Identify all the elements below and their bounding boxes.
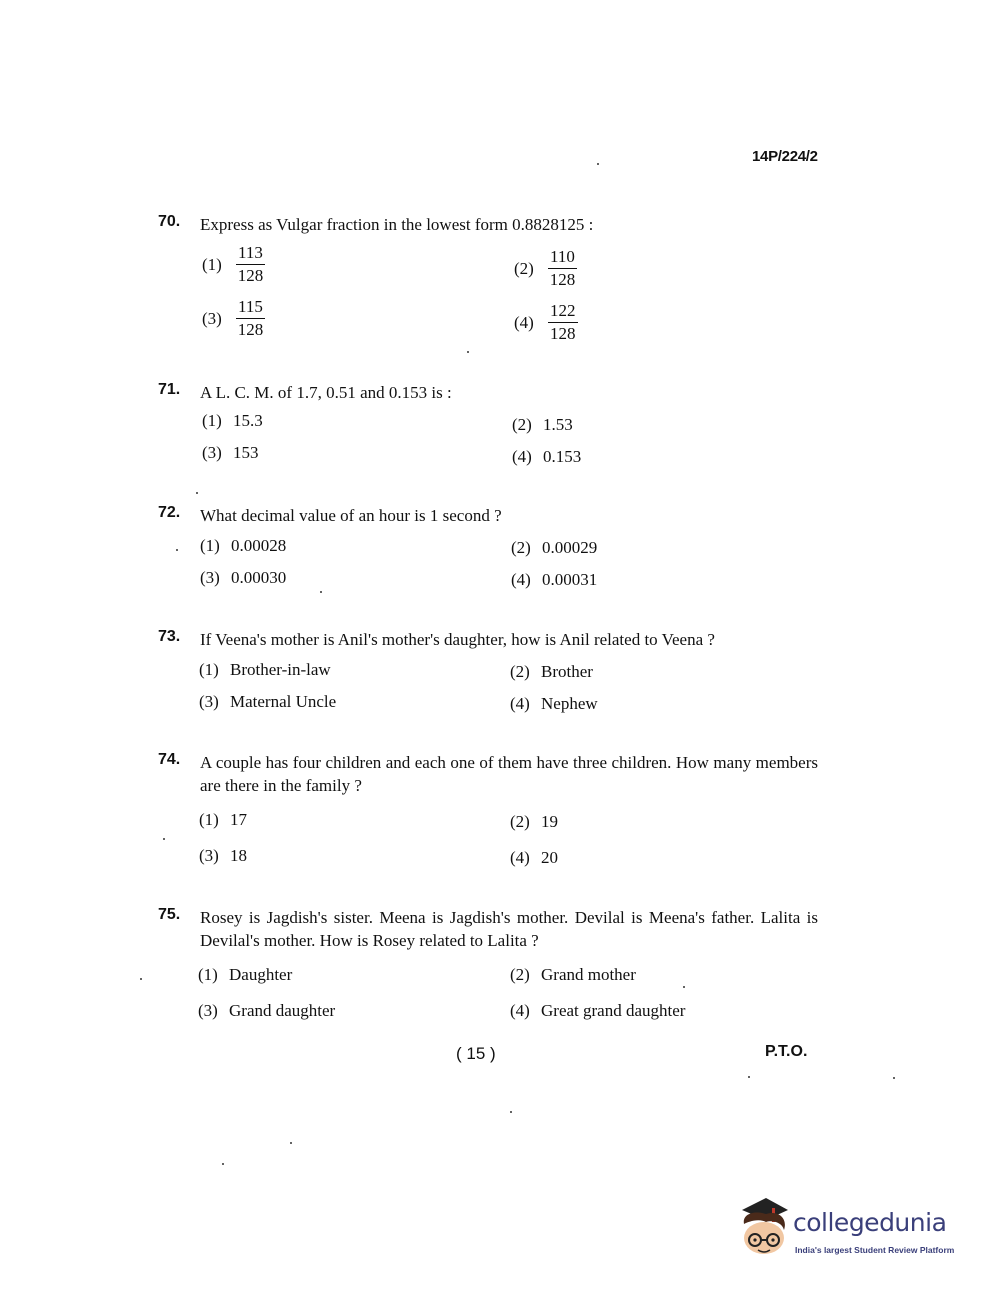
option-74-1[interactable] (199, 810, 247, 830)
option-number: (3) (199, 692, 219, 711)
option-label: Grand mother (541, 965, 636, 984)
scan-speck (196, 492, 198, 494)
question-text: A L. C. M. of 1.7, 0.51 and 0.153 is : (200, 383, 452, 402)
scan-speck (467, 351, 469, 353)
option-70-2[interactable] (514, 247, 577, 290)
option-number: (4) (510, 1001, 530, 1020)
fraction (236, 297, 265, 340)
option-number: (1) (199, 660, 219, 679)
brand-name: collegedunia (793, 1208, 947, 1237)
scan-speck (176, 549, 178, 551)
question-text: A couple has four children and each one of them have three children. How many members are there in the family ? (200, 753, 818, 795)
question-72 (158, 504, 818, 527)
pto-label: P.T.O. (765, 1043, 808, 1060)
option-label: Grand daughter (229, 1001, 336, 1020)
option-73-3[interactable] (199, 692, 336, 712)
option-number: (2) (510, 662, 530, 681)
option-71-2[interactable] (512, 415, 573, 435)
denominator: 128 (550, 324, 576, 343)
option-label: Maternal Uncle (230, 692, 337, 711)
option-number: (1) (198, 965, 218, 984)
option-number: (2) (512, 415, 532, 434)
option-number: (2) (510, 812, 530, 831)
option-number: (3) (202, 443, 222, 462)
scan-speck (597, 163, 599, 165)
scan-speck (290, 1142, 292, 1144)
paper-code: 14P/224/2 (752, 148, 818, 165)
numerator: 113 (236, 243, 265, 265)
question-number: 72. (158, 504, 181, 521)
numerator: 110 (548, 247, 577, 269)
option-74-4[interactable] (510, 848, 558, 868)
mascot-icon (736, 1196, 796, 1262)
question-70 (158, 213, 818, 236)
option-70-4[interactable] (514, 301, 578, 344)
option-label: 0.00029 (542, 538, 598, 557)
question-text: Rosey is Jagdish's sister. Meena is Jagdish's mother. Devilal is Meena's father. Lalita is Devilal's mother. How is Rosey related to Lalita ? (200, 908, 818, 950)
option-75-4[interactable] (510, 1001, 685, 1021)
question-71 (158, 381, 818, 404)
option-71-1[interactable] (202, 411, 263, 431)
option-label: Great grand daughter (541, 1001, 686, 1020)
denominator: 128 (549, 270, 576, 289)
option-number: (2) (514, 258, 534, 278)
option-label: 0.153 (543, 447, 582, 466)
option-label: 20 (541, 848, 558, 867)
question-number: 73. (158, 628, 181, 645)
denominator: 128 (237, 266, 264, 285)
option-73-2[interactable] (510, 662, 593, 682)
brand-tagline: India's largest Student Review Platform (795, 1245, 955, 1255)
page-number: ( 15 ) (456, 1044, 496, 1063)
option-70-1[interactable] (202, 243, 265, 286)
option-number: (4) (512, 447, 532, 466)
option-75-3[interactable] (198, 1001, 335, 1021)
option-number: (4) (510, 694, 530, 713)
collegedunia-watermark (736, 1196, 966, 1266)
option-75-2[interactable] (510, 965, 636, 985)
question-text: Express as Vulgar fraction in the lowest form 0.8828125 : (200, 215, 594, 234)
option-label: Brother (541, 662, 593, 681)
option-label: Brother-in-law (230, 660, 331, 679)
scan-speck (893, 1077, 895, 1079)
option-number: (4) (510, 848, 530, 867)
question-number: 75. (158, 906, 181, 923)
numerator: 115 (236, 297, 265, 319)
option-number: (1) (202, 254, 222, 274)
option-label: 18 (230, 846, 247, 865)
option-71-4[interactable] (512, 447, 581, 467)
scan-speck (510, 1111, 512, 1113)
option-72-1[interactable] (200, 536, 286, 556)
question-number: 74. (158, 751, 181, 768)
option-73-1[interactable] (199, 660, 331, 680)
option-72-3[interactable] (200, 568, 286, 588)
option-72-4[interactable] (511, 570, 597, 590)
scan-speck (748, 1076, 750, 1078)
option-label: Nephew (541, 694, 598, 713)
option-70-3[interactable] (202, 297, 265, 340)
question-text: If Veena's mother is Anil's mother's daughter, how is Anil related to Veena ? (200, 630, 715, 649)
question-73 (158, 628, 818, 651)
option-label: 15.3 (233, 411, 263, 430)
denominator: 128 (237, 320, 264, 339)
scan-speck (140, 978, 142, 980)
option-label: 0.00031 (542, 570, 598, 589)
scan-speck (222, 1163, 224, 1165)
option-label: Daughter (229, 965, 293, 984)
scan-speck (683, 986, 685, 988)
fraction (548, 301, 578, 344)
option-74-3[interactable] (199, 846, 247, 866)
option-72-2[interactable] (511, 538, 597, 558)
option-number: (3) (199, 846, 219, 865)
numerator: 122 (548, 301, 578, 323)
option-74-2[interactable] (510, 812, 558, 832)
option-number: (4) (514, 312, 534, 332)
question-75 (158, 906, 818, 952)
option-number: (1) (202, 411, 222, 430)
option-number: (1) (199, 810, 219, 829)
option-label: 0.00028 (231, 536, 287, 555)
option-label: 17 (230, 810, 247, 829)
option-label: 0.00030 (231, 568, 287, 587)
option-number: (2) (511, 538, 531, 557)
option-label: 153 (233, 443, 259, 462)
option-label: 1.53 (543, 415, 573, 434)
scan-speck (163, 838, 165, 840)
option-number: (1) (200, 536, 220, 555)
option-number: (2) (510, 965, 530, 984)
option-number: (3) (200, 568, 220, 587)
question-74 (158, 751, 818, 797)
scan-speck (320, 591, 322, 593)
option-number: (3) (198, 1001, 218, 1020)
question-number: 71. (158, 381, 181, 398)
option-number: (4) (511, 570, 531, 589)
option-73-4[interactable] (510, 694, 598, 714)
question-text: What decimal value of an hour is 1 second ? (200, 506, 502, 525)
question-number: 70. (158, 213, 181, 230)
option-75-1[interactable] (198, 965, 292, 985)
option-71-3[interactable] (202, 443, 259, 463)
option-number: (3) (202, 308, 222, 328)
option-label: 19 (541, 812, 558, 831)
fraction (548, 247, 577, 290)
fraction (236, 243, 265, 286)
